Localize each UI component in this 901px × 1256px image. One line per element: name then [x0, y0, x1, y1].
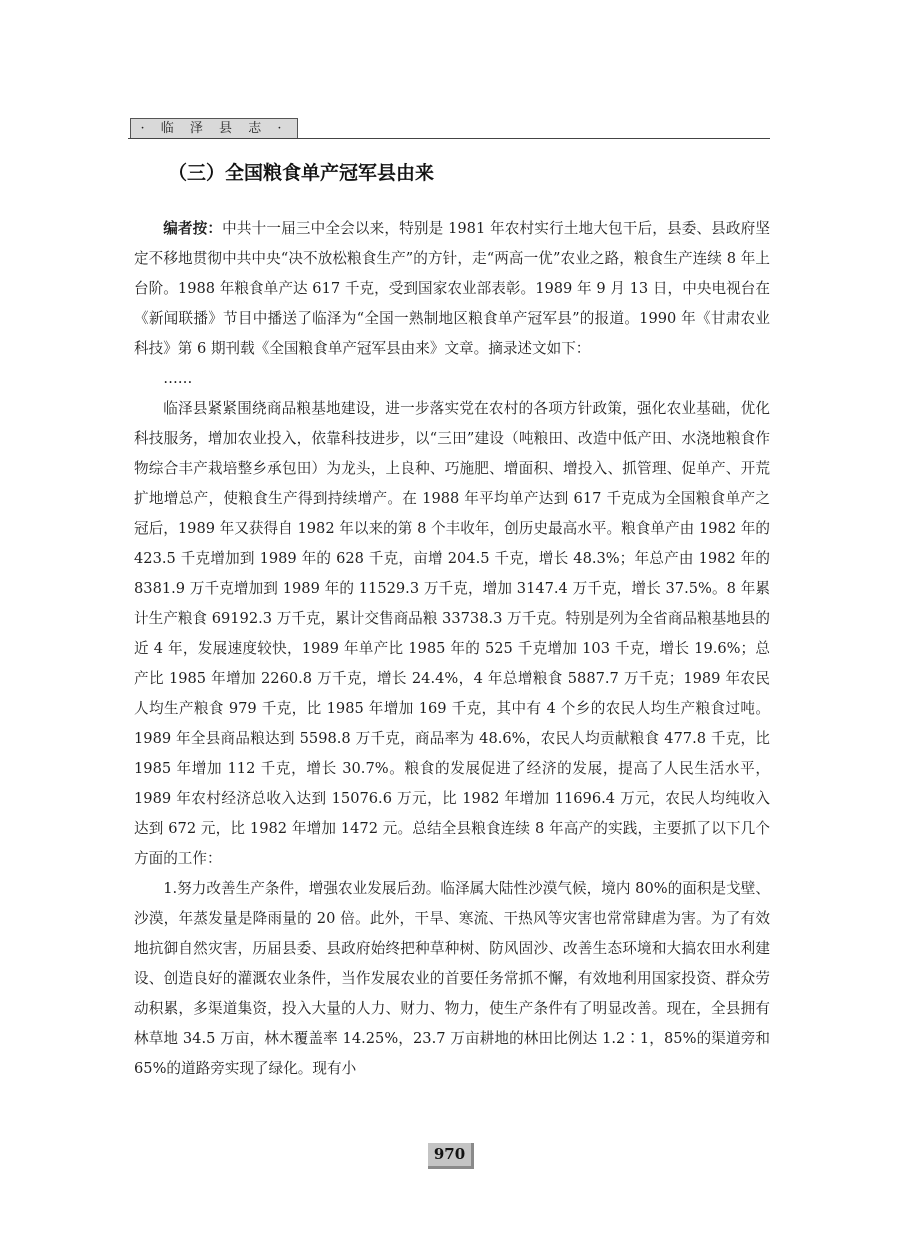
ellipsis: ……	[163, 370, 193, 387]
editor-note-paragraph	[134, 214, 770, 364]
running-header	[128, 118, 770, 139]
editor-note-label: 编者按：	[163, 220, 223, 237]
paragraph-point-1: 1.努力改善生产条件，增强农业发展后劲。临泽属大陆性沙漠气候，境内 80%的面积是戈壁、沙漠，年蒸发量是降雨量的 20 倍。此外，干旱、寒流、干热风等灾害也常常肆虐为害。为了有效地抗御自然灾害，历届县委、县政府始终把种草种树、防风固沙、改善生态环境和大搞农田水利建设、创造良好的灌溉农业条件，当作发展农业的首要任务常抓不懈，有效地利用国家投资、群众劳动积累，多渠道集资，投入大量的人力、财力、物力，使生产条件有了明显改善。现在，全县拥有林草地 34.5 万亩，林木覆盖率 14.25%，23.7 万亩耕地的林田比例达 1.2∶1，85%的渠道旁和 65%的道路旁实现了绿化。现有小	[134, 880, 770, 1077]
paragraph-summary: 临泽县紧紧围绕商品粮基地建设，进一步落实党在农村的各项方针政策，强化农业基础，优化科技服务，增加农业投入，依靠科技进步，以“三田”建设（吨粮田、改造中低产田、水浇地粮食作物综合丰产栽培整乡承包田）为龙头，上良种、巧施肥、增面积、增投入、抓管理、促单产、开荒扩地增总产，使粮食生产得到持续增产。在 1988 年平均单产达到 617 千克成为全国粮食单产之冠后，1989 年又获得自 1982 年以来的第 8 个丰收年，创历史最高水平。粮食单产由 1982 年的 423.5 千克增加到 1989 年的 628 千克，亩增 204.5 千克，增长 48.3%；年总产由 1982 年的 8381.9 万千克增加到 1989 年的 11529.3 万千克，增加 3147.4 万千克，增长 37.5%。8 年累计生产粮食 69192.3 万千克，累计交售商品粮 33738.3 万千克。特别是列为全省商品粮基地县的近 4 年，发展速度较快，1989 年单产比 1985 年的 525 千克增加 103 千克，增长 19.6%；总产比 1985 年增加 2260.8 万千克，增长 24.4%，4 年总增粮食 5887.7 万千克；1989 年农民人均生产粮食 979 千克，比 1985 年增加 169 千克，其中有 4 个乡的农民人均生产粮食过吨。1989 年全县商品粮达到 5598.8 万千克，商品率为 48.6%，农民人均贡献粮食 477.8 千克，比 1985 年增加 112 千克，增长 30.7%。粮食的发展促进了经济的发展，提高了人民生活水平，1989 年农村经济总收入达到 15076.6 万元，比 1982 年增加 11696.4 万元，农民人均纯收入达到 672 元，比 1982 年增加 1472 元。总结全县粮食连续 8 年高产的实践，主要抓了以下几个方面的工作：	[134, 400, 770, 867]
book-title-tab: · 临 泽 县 志 ·	[130, 118, 298, 138]
section-title: （三）全国粮食单产冠军县由来	[168, 162, 435, 184]
body-text	[134, 214, 770, 1084]
editor-note-text: 中共十一届三中全会以来，特别是 1981 年农村实行土地大包干后，县委、县政府坚定不移地贯彻中共中央“决不放松粮食生产”的方针，走“两高一优”农业之路，粮食生产连续 8 年上台阶。1988 年粮食单产达 617 千克，受到国家农业部表彰。1989 年 9 月 13 日，中央电视台在《新闻联播》节目中播送了临泽为“全国一熟制地区粮食单产冠军县”的报道。1990 年《甘肃农业科技》第 6 期刊载《全国粮食单产冠军县由来》文章。摘录述文如下：	[134, 220, 770, 357]
page-number: 970	[428, 1143, 474, 1169]
